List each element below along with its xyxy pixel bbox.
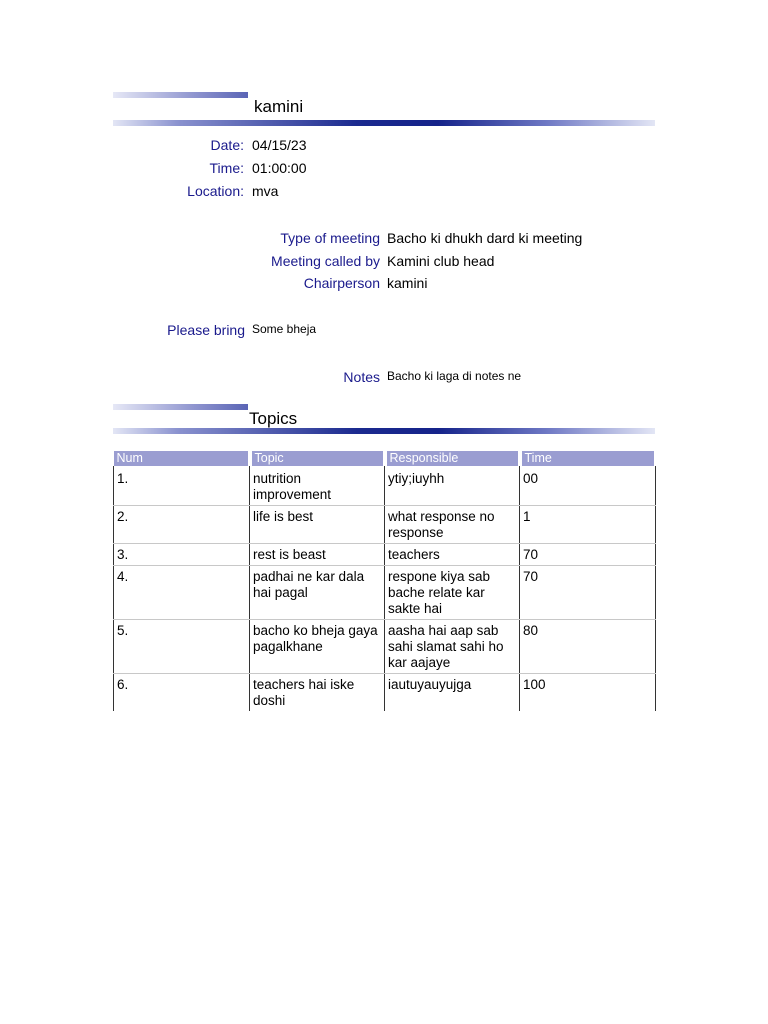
row-num: 6. [114, 674, 250, 712]
row-time: 1 [520, 506, 656, 544]
table-row [114, 620, 656, 674]
row-responsible: respone kiya sab bache relate kar sakte hai [385, 566, 520, 620]
chairperson-value: kamini [387, 275, 428, 291]
time-value: 01:00:00 [252, 160, 307, 176]
title-accent-bar [113, 92, 248, 98]
row-topic: padhai ne kar dala hai pagal [250, 566, 385, 620]
location-label: Location: [187, 183, 244, 199]
row-num: 3. [114, 544, 250, 566]
row-topic: rest is beast [250, 544, 385, 566]
topics-title: Topics [249, 409, 298, 428]
row-time: 80 [520, 620, 656, 674]
title-divider-bar [113, 120, 655, 126]
table-row [114, 566, 656, 620]
location-value: mva [252, 183, 279, 199]
row-responsible: iautuyauyujga [385, 674, 520, 712]
table-row [114, 468, 656, 506]
table-row [114, 544, 656, 566]
table-row [114, 506, 656, 544]
row-num: 4. [114, 566, 250, 620]
chairperson-label: Chairperson [303, 275, 380, 291]
topics-table [113, 451, 657, 711]
row-time: 100 [520, 674, 656, 712]
row-topic: nutrition improvement [250, 468, 385, 506]
notes-label: Notes [343, 369, 380, 385]
row-num: 5. [114, 620, 250, 674]
responsible-column-header: Responsible [385, 451, 520, 466]
row-num: 1. [114, 468, 250, 506]
type-of-meeting-value: Bacho ki dhukh dard ki meeting [387, 230, 583, 246]
date-value: 04/15/23 [252, 137, 307, 153]
row-responsible: what response no response [385, 506, 520, 544]
row-responsible: teachers [385, 544, 520, 566]
row-num: 2. [114, 506, 250, 544]
meeting-title: kamini [254, 97, 304, 116]
topic-column-header: Topic [250, 451, 385, 466]
please-bring-value: Some bheja [252, 322, 317, 336]
table-row [114, 674, 656, 712]
topics-header-row [114, 451, 656, 466]
date-label: Date: [210, 137, 244, 153]
row-time: 00 [520, 468, 656, 506]
num-column-header: Num [114, 451, 250, 466]
row-topic: life is best [250, 506, 385, 544]
topics-divider-bar [113, 428, 655, 434]
row-responsible: aasha hai aap sab sahi slamat sahi ho kar aajaye [385, 620, 520, 674]
meeting-called-by-value: Kamini club head [387, 253, 495, 269]
notes-value: Bacho ki laga di notes ne [387, 369, 522, 383]
time-column-header: Time [520, 451, 656, 466]
please-bring-label: Please bring [167, 322, 245, 338]
topics-accent-bar [113, 404, 248, 410]
row-topic: bacho ko bheja gaya pagalkhane [250, 620, 385, 674]
row-time: 70 [520, 566, 656, 620]
time-label: Time: [209, 160, 244, 176]
row-topic: teachers hai iske doshi [250, 674, 385, 712]
row-time: 70 [520, 544, 656, 566]
type-of-meeting-label: Type of meeting [280, 230, 380, 246]
row-responsible: ytiy;iuyhh [385, 468, 520, 506]
meeting-called-by-label: Meeting called by [271, 253, 380, 269]
